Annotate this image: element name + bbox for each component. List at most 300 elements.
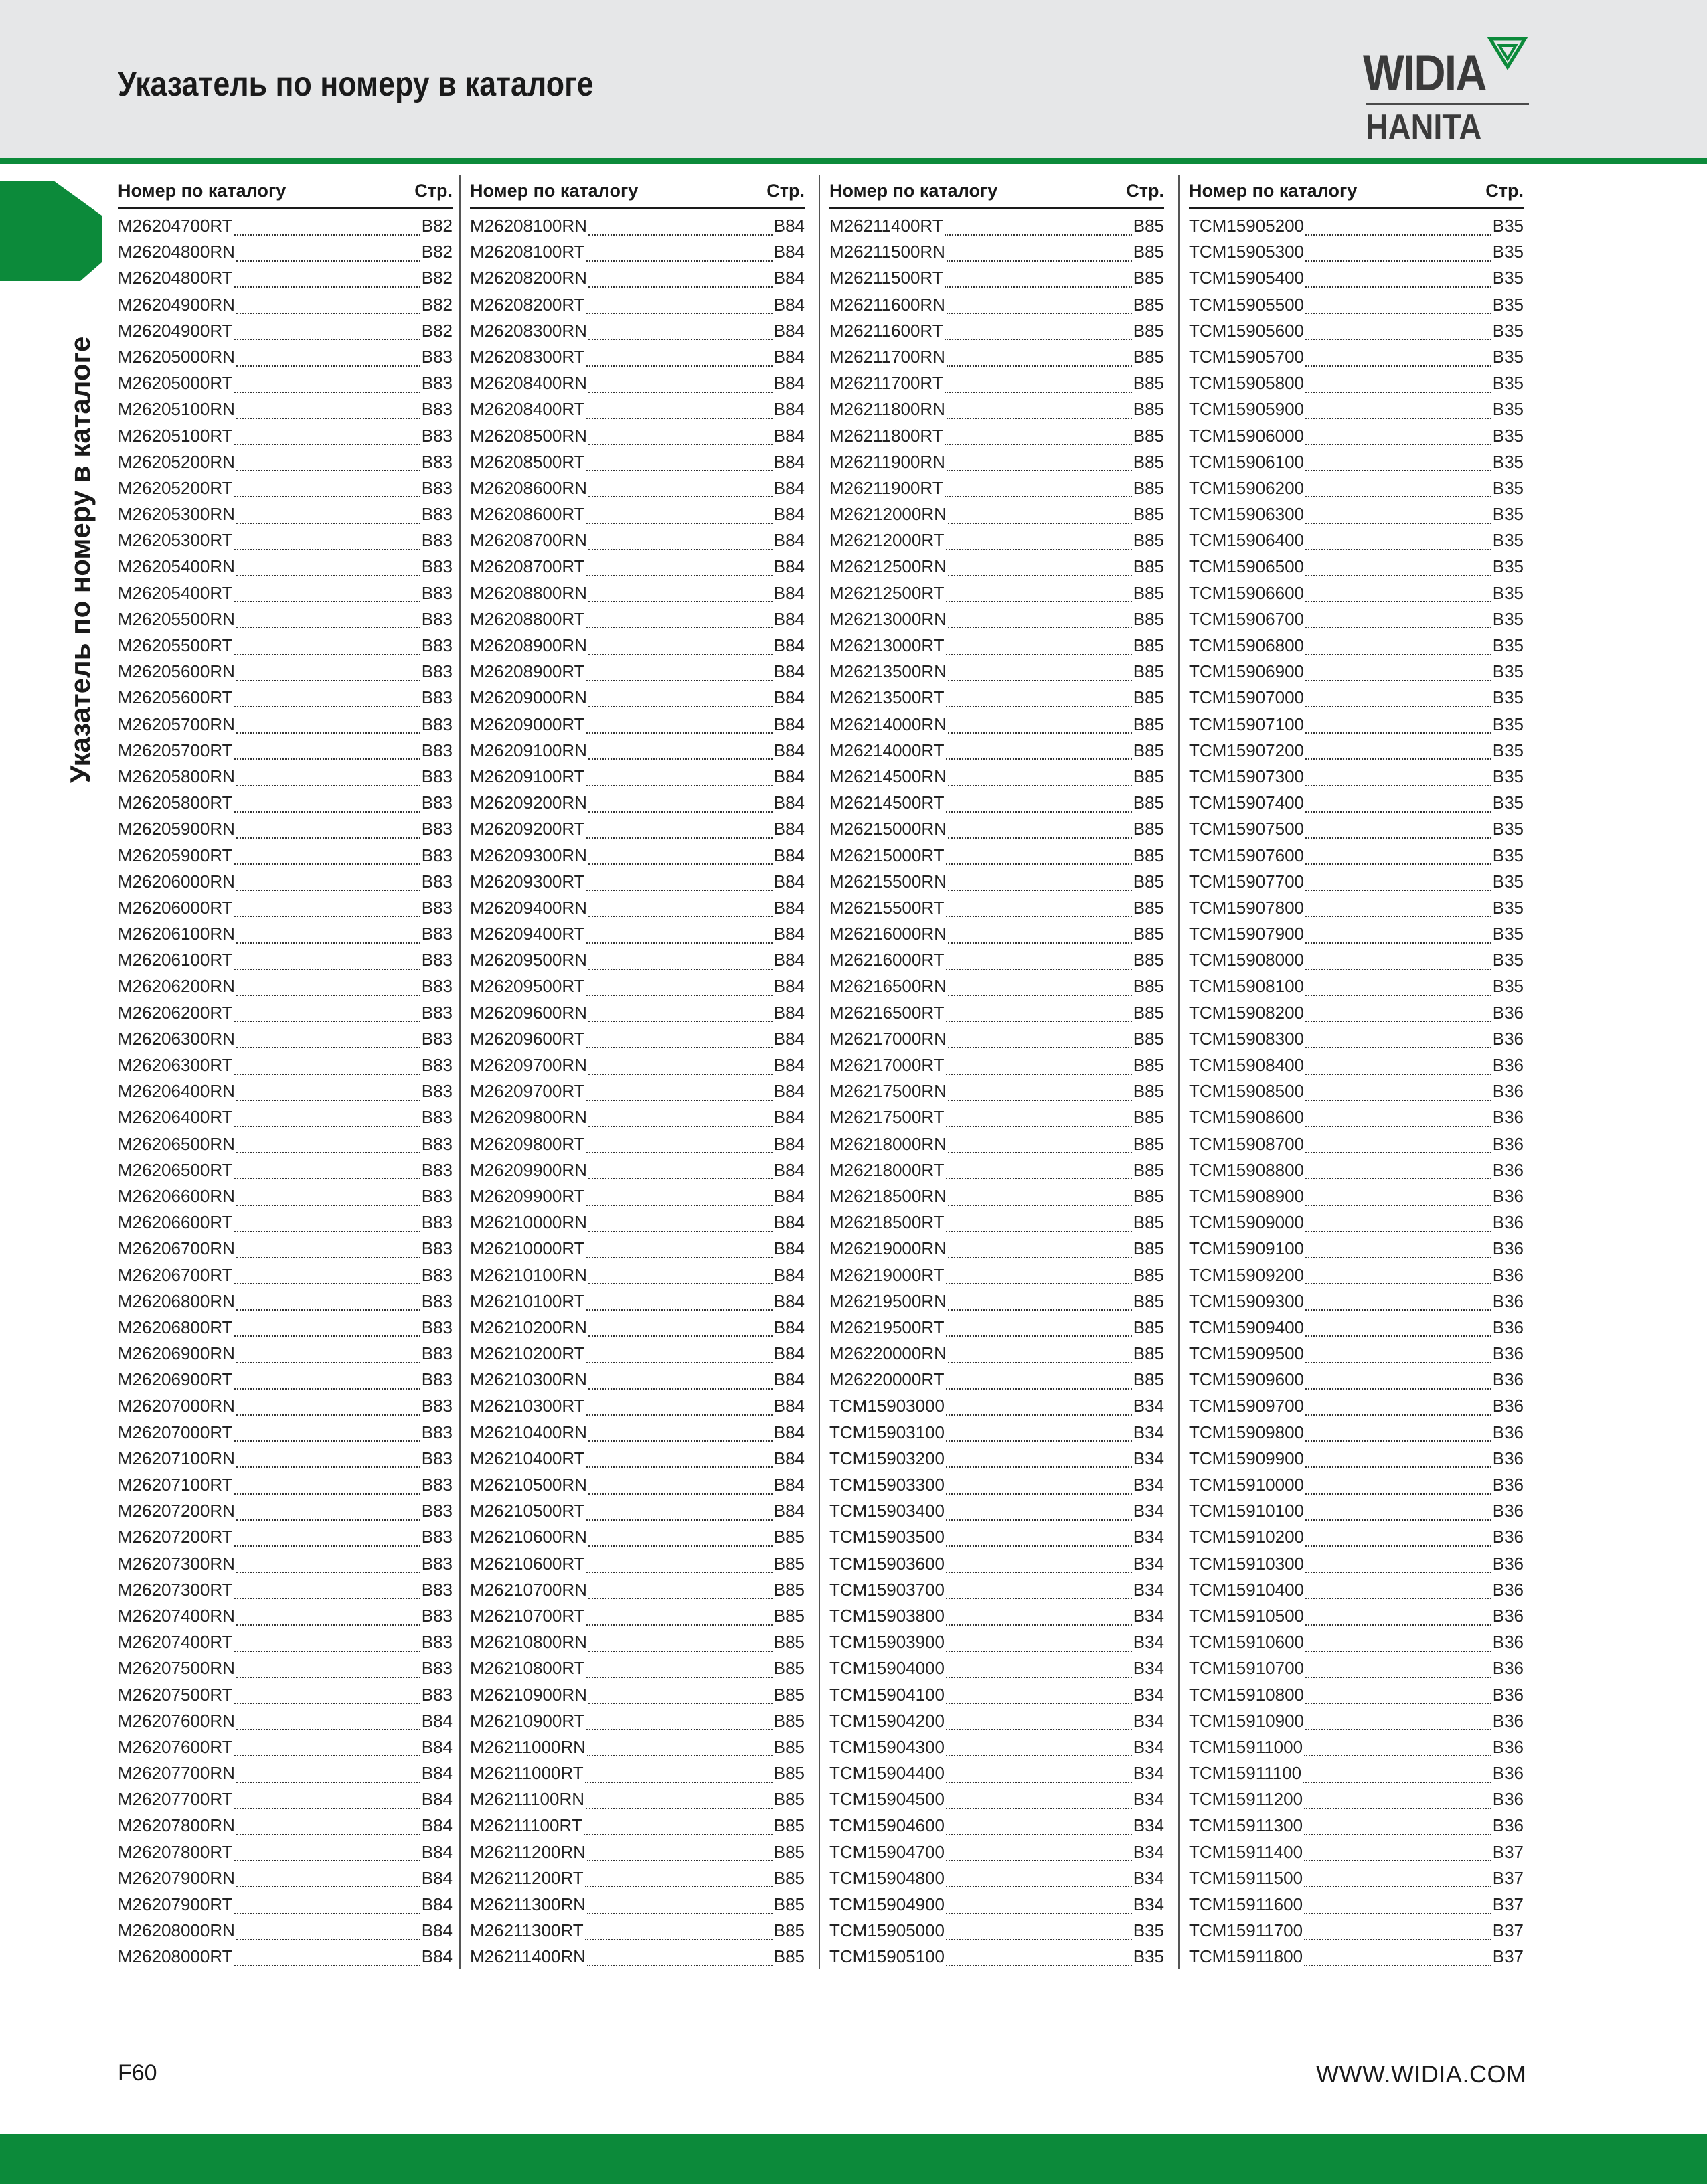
dot-leader: [946, 531, 1132, 550]
index-row: [829, 1786, 1164, 1813]
catalog-number: M26206000RT: [118, 897, 233, 918]
dot-leader: [588, 426, 773, 445]
index-row: [1189, 292, 1524, 318]
page-reference: B36: [1492, 1081, 1524, 1102]
page-reference: B85: [1133, 1133, 1164, 1154]
page-reference: B85: [773, 1579, 805, 1600]
page-reference: B85: [1133, 1107, 1164, 1128]
catalog-number: M26206400RT: [118, 1107, 233, 1128]
page-reference: B84: [773, 897, 805, 918]
dot-leader: [586, 1187, 773, 1206]
catalog-number: TCM15910300: [1189, 1553, 1304, 1574]
page-reference: B82: [421, 242, 453, 262]
index-row: [1189, 1420, 1524, 1446]
page-reference: B84: [773, 1159, 805, 1180]
catalog-number: TCM15903800: [829, 1605, 945, 1626]
index-row: [118, 344, 453, 370]
dot-leader: [1305, 558, 1491, 576]
page-reference: B85: [773, 1946, 805, 1967]
dot-leader: [236, 872, 420, 891]
page-reference: B83: [421, 1527, 453, 1547]
dot-leader: [948, 1292, 1132, 1311]
index-row: [118, 816, 453, 842]
page-reference: B83: [421, 897, 453, 918]
page-reference: B84: [773, 687, 805, 708]
catalog-number: M26205100RN: [118, 399, 235, 420]
index-row: [470, 501, 805, 527]
dot-leader: [946, 1161, 1132, 1179]
index-row: [470, 1131, 805, 1157]
catalog-number: M26211600RT: [829, 320, 943, 341]
dot-leader: [236, 715, 420, 734]
catalog-number: M26209700RT: [470, 1081, 585, 1102]
page-reference: B84: [773, 373, 805, 394]
page-reference: B83: [421, 1185, 453, 1206]
index-column: [1178, 175, 1524, 1969]
catalog-number: TCM15906300: [1189, 504, 1304, 525]
index-row: [829, 790, 1164, 816]
index-row: [118, 711, 453, 738]
page-reference: B84: [773, 792, 805, 813]
dot-leader: [586, 1554, 773, 1573]
index-row: [470, 1236, 805, 1262]
dot-leader: [1305, 663, 1491, 681]
catalog-number: M26220000RT: [829, 1369, 945, 1390]
page-reference: B84: [773, 1475, 805, 1495]
page-reference: B85: [773, 1736, 805, 1757]
index-row: [1189, 973, 1524, 999]
page-reference: B35: [1492, 399, 1524, 420]
catalog-number: M26210800RT: [470, 1658, 585, 1679]
index-row: [1189, 475, 1524, 501]
dot-leader: [1304, 1790, 1491, 1809]
dot-leader: [1303, 1764, 1491, 1783]
index-row: [118, 921, 453, 947]
dot-leader: [236, 1397, 420, 1416]
index-row: [1189, 1944, 1524, 1970]
page-reference: B83: [421, 1264, 453, 1285]
catalog-number: TCM15905300: [1189, 242, 1304, 262]
catalog-number: M26209000RN: [470, 687, 587, 708]
dot-leader: [234, 1896, 420, 1914]
dot-leader: [946, 1502, 1132, 1521]
index-column: [118, 175, 457, 1969]
index-row: [118, 869, 453, 895]
index-row: [1189, 1131, 1524, 1157]
dot-leader: [946, 584, 1132, 602]
index-row: [829, 711, 1164, 738]
dot-leader: [946, 1607, 1132, 1626]
dot-leader: [234, 1738, 420, 1756]
catalog-number: M26213500RN: [829, 661, 947, 682]
dot-leader: [948, 558, 1132, 576]
index-row: [1189, 1393, 1524, 1419]
index-row: [829, 1551, 1164, 1577]
catalog-number: M26205800RT: [118, 792, 233, 813]
catalog-number: TCM15906700: [1189, 608, 1304, 629]
index-row: [829, 1655, 1164, 1681]
index-row: [1189, 423, 1524, 449]
index-row: [470, 764, 805, 790]
dot-leader: [948, 1082, 1132, 1101]
catalog-number: M26211900RN: [829, 451, 945, 472]
header-green-stripe: [0, 158, 1707, 164]
page-reference: B35: [1133, 1920, 1164, 1941]
catalog-number: M26204800RN: [118, 242, 235, 262]
dot-leader: [1305, 1266, 1491, 1284]
index-row: [118, 1708, 453, 1734]
page-reference: B35: [1492, 451, 1524, 472]
index-row: [829, 344, 1164, 370]
index-row: [470, 1262, 805, 1288]
page-reference: B84: [421, 1710, 453, 1731]
catalog-number: M26209100RN: [470, 740, 587, 760]
index-row: [470, 738, 805, 764]
dot-leader: [236, 1187, 420, 1206]
page-reference: B36: [1492, 1448, 1524, 1468]
index-row: [118, 554, 453, 580]
page-reference: B84: [773, 1081, 805, 1102]
catalog-number: M26216500RN: [829, 976, 947, 997]
index-row: [118, 947, 453, 973]
dot-leader: [946, 1476, 1132, 1495]
page-reference: B84: [773, 1396, 805, 1416]
index-row: [1189, 816, 1524, 842]
index-row: [1189, 764, 1524, 790]
index-row: [470, 1813, 805, 1839]
dot-leader: [945, 217, 1132, 236]
page-reference: B36: [1492, 1369, 1524, 1390]
page-reference: B34: [1133, 1658, 1164, 1679]
catalog-number: TCM15908000: [1189, 950, 1304, 971]
catalog-number: M26204900RT: [118, 320, 233, 341]
index-row: [1189, 1183, 1524, 1209]
page-reference: B36: [1492, 1290, 1524, 1311]
page-reference: B85: [1133, 1159, 1164, 1180]
dot-leader: [586, 1449, 773, 1468]
dot-leader: [1305, 217, 1491, 236]
catalog-number: TCM15911000: [1189, 1736, 1303, 1757]
dot-leader: [234, 531, 420, 550]
page-reference: B35: [1492, 819, 1524, 839]
dot-leader: [948, 1029, 1132, 1048]
dot-leader: [947, 452, 1132, 471]
dot-leader: [588, 1476, 773, 1495]
page-reference: B83: [421, 1028, 453, 1049]
page-reference: B84: [421, 1867, 453, 1888]
dot-leader: [586, 663, 773, 681]
catalog-number: TCM15903700: [829, 1579, 945, 1600]
index-row: [1189, 554, 1524, 580]
index-row: [118, 790, 453, 816]
dot-leader: [1305, 348, 1491, 367]
catalog-number: TCM15909700: [1189, 1396, 1304, 1416]
catalog-number: M26209600RN: [470, 1002, 587, 1023]
dot-leader: [948, 505, 1132, 524]
index-row: [470, 1839, 805, 1865]
column-header-catalog-number: Номер по каталогу: [829, 181, 998, 201]
index-row: [1189, 1498, 1524, 1524]
index-row: [470, 1498, 805, 1524]
page-reference: B35: [1492, 687, 1524, 708]
page-reference: B84: [773, 1290, 805, 1311]
page-reference: B34: [1133, 1422, 1164, 1442]
catalog-number: M26210700RN: [470, 1579, 587, 1600]
page-reference: B36: [1492, 1579, 1524, 1600]
page-reference: B34: [1133, 1789, 1164, 1810]
catalog-number: TCM15908200: [1189, 1002, 1304, 1023]
dot-leader: [588, 1580, 773, 1599]
page-reference: B34: [1133, 1841, 1164, 1862]
catalog-number: TCM15906100: [1189, 451, 1304, 472]
catalog-number: M26208500RT: [470, 451, 585, 472]
page-reference: B83: [421, 1343, 453, 1364]
catalog-number: M26215000RT: [829, 845, 945, 865]
index-row: [470, 1944, 805, 1970]
catalog-number: M26206400RN: [118, 1081, 235, 1102]
page-reference: B84: [421, 1789, 453, 1810]
dot-leader: [946, 898, 1132, 917]
index-row: [1189, 1104, 1524, 1130]
catalog-number: M26205500RN: [118, 608, 235, 629]
dot-leader: [1304, 1738, 1491, 1756]
page-reference: B36: [1492, 1343, 1524, 1364]
catalog-number: M26206100RT: [118, 950, 233, 971]
page-reference: B85: [1133, 373, 1164, 394]
index-list: [829, 213, 1164, 1970]
index-row: [470, 370, 805, 396]
dot-leader: [1305, 1082, 1491, 1101]
page-reference: B85: [1133, 1264, 1164, 1285]
catalog-number: TCM15903000: [829, 1396, 945, 1416]
catalog-number: M26219500RN: [829, 1290, 947, 1311]
index-row: [118, 423, 453, 449]
catalog-number: M26206500RT: [118, 1159, 233, 1180]
page-reference: B83: [421, 819, 453, 839]
catalog-number: M26216500RT: [829, 1002, 945, 1023]
dot-leader: [946, 1711, 1132, 1730]
catalog-number: TCM15910800: [1189, 1684, 1304, 1705]
index-row: [1189, 1760, 1524, 1786]
page-reference: B34: [1133, 1605, 1164, 1626]
index-row: [829, 527, 1164, 554]
dot-leader: [1305, 768, 1491, 786]
page-reference: B85: [1133, 1238, 1164, 1259]
catalog-number: TCM15907500: [1189, 819, 1304, 839]
catalog-number: TCM15904000: [829, 1658, 945, 1679]
index-row: [829, 1262, 1164, 1288]
dot-leader: [236, 452, 420, 471]
index-row: [1189, 1341, 1524, 1367]
page-reference: B35: [1492, 713, 1524, 734]
catalog-number: M26217500RT: [829, 1107, 945, 1128]
dot-leader: [945, 321, 1132, 340]
index-row: [470, 1183, 805, 1209]
dot-leader: [585, 1869, 773, 1887]
page-reference: B85: [1133, 687, 1164, 708]
dot-leader: [234, 1948, 420, 1966]
dot-leader: [236, 1240, 420, 1258]
catalog-number: M26206200RT: [118, 1002, 233, 1023]
catalog-number: M26215000RN: [829, 819, 947, 839]
dot-leader: [588, 1528, 773, 1547]
dot-leader: [1305, 1292, 1491, 1311]
page-reference: B85: [1133, 1212, 1164, 1233]
index-row: [829, 1183, 1164, 1209]
index-row: [1189, 1446, 1524, 1472]
dot-leader: [588, 1633, 773, 1652]
page-reference: B36: [1492, 1133, 1524, 1154]
page-reference: B37: [1492, 1920, 1524, 1941]
dot-leader: [1305, 1003, 1491, 1022]
dot-leader: [1305, 1318, 1491, 1337]
catalog-number: M26206300RN: [118, 1028, 235, 1049]
dot-leader: [945, 426, 1132, 445]
dot-leader: [586, 1397, 773, 1416]
page-reference: B84: [773, 556, 805, 577]
page-reference: B85: [773, 1527, 805, 1547]
index-row: [470, 659, 805, 685]
index-row: [470, 843, 805, 869]
page-reference: B34: [1133, 1815, 1164, 1836]
dot-leader: [234, 1580, 420, 1599]
catalog-number: M26207000RT: [118, 1422, 233, 1442]
index-row: [829, 449, 1164, 475]
index-row: [118, 239, 453, 265]
page-reference: B83: [421, 1317, 453, 1337]
column-header-page: Стр.: [1126, 181, 1164, 201]
catalog-number: TCM15910100: [1189, 1501, 1304, 1521]
dot-leader: [946, 689, 1132, 707]
index-row: [118, 213, 453, 239]
catalog-number: TCM15907000: [1189, 687, 1304, 708]
catalog-number: TCM15907300: [1189, 766, 1304, 786]
index-row: [1189, 1052, 1524, 1078]
dot-leader: [586, 348, 773, 367]
catalog-number: M26210900RN: [470, 1684, 587, 1705]
dot-leader: [946, 1764, 1132, 1783]
catalog-number: TCM15904700: [829, 1841, 945, 1862]
page-reference: B85: [1133, 294, 1164, 315]
index-row: [470, 396, 805, 422]
index-row: [829, 816, 1164, 842]
dot-leader: [946, 1922, 1132, 1940]
dot-leader: [234, 584, 420, 602]
catalog-number: M26209500RN: [470, 950, 587, 971]
page-reference: B84: [773, 1238, 805, 1259]
page-reference: B83: [421, 871, 453, 892]
catalog-number: M26208300RN: [470, 320, 587, 341]
index-row: [118, 1183, 453, 1209]
index-row: [829, 1813, 1164, 1839]
page-reference: B84: [773, 268, 805, 288]
catalog-number: M26207000RN: [118, 1396, 235, 1416]
catalog-number: TCM15911100: [1189, 1763, 1302, 1784]
catalog-number: M26209800RN: [470, 1107, 587, 1128]
index-row: [470, 580, 805, 606]
index-row: [118, 1262, 453, 1288]
catalog-number: TCM15909900: [1189, 1448, 1304, 1468]
website-link[interactable]: WWW.WIDIA.COM: [1316, 2060, 1527, 2088]
dot-leader: [1305, 1476, 1491, 1495]
index-row: [1189, 685, 1524, 711]
dot-leader: [1305, 637, 1491, 655]
index-row: [470, 423, 805, 449]
catalog-number: M26208300RT: [470, 346, 585, 367]
index-row: [1189, 501, 1524, 527]
page-reference: B35: [1492, 792, 1524, 813]
page-reference: B84: [773, 399, 805, 420]
dot-leader: [587, 1738, 773, 1756]
page-reference: B84: [773, 1107, 805, 1128]
dot-leader: [588, 1161, 773, 1179]
page-reference: B83: [421, 976, 453, 997]
page-reference: B36: [1492, 1055, 1524, 1075]
page-reference: B84: [773, 346, 805, 367]
index-row: [829, 1865, 1164, 1892]
index-row: [1189, 239, 1524, 265]
catalog-number: M26211300RT: [470, 1920, 584, 1941]
index-row: [470, 475, 805, 501]
page-reference: B84: [421, 1920, 453, 1941]
catalog-number: M26214500RN: [829, 766, 947, 786]
dot-leader: [1305, 1056, 1491, 1075]
page-reference: B84: [773, 1002, 805, 1023]
page-reference: B85: [773, 1632, 805, 1653]
catalog-number: M26210500RT: [470, 1501, 585, 1521]
catalog-number: TCM15909500: [1189, 1343, 1304, 1364]
catalog-number: TCM15907900: [1189, 924, 1304, 944]
dot-leader: [586, 1659, 773, 1678]
catalog-number: M26206500RN: [118, 1133, 235, 1154]
dot-leader: [946, 1423, 1132, 1442]
catalog-number: M26207900RN: [118, 1867, 235, 1888]
page-reference: B83: [421, 1159, 453, 1180]
index-row: [118, 1393, 453, 1419]
catalog-number: TCM15904300: [829, 1736, 945, 1757]
catalog-number: M26205500RT: [118, 635, 233, 655]
index-row: [829, 318, 1164, 344]
dot-leader: [948, 610, 1132, 628]
catalog-number: M26208700RT: [470, 556, 585, 577]
catalog-number: TCM15907200: [1189, 740, 1304, 760]
dot-leader: [236, 1135, 420, 1153]
dot-leader: [1305, 479, 1491, 497]
index-row: [118, 1078, 453, 1104]
page-reference: B84: [773, 950, 805, 971]
page-reference: B34: [1133, 1448, 1164, 1468]
index-row: [118, 396, 453, 422]
catalog-number: TCM15904900: [829, 1894, 945, 1914]
catalog-number: TCM15911800: [1189, 1946, 1303, 1967]
catalog-number: M26207600RN: [118, 1710, 235, 1731]
index-row: [118, 633, 453, 659]
catalog-number: TCM15903900: [829, 1632, 945, 1653]
dot-leader: [234, 1476, 420, 1495]
index-row: [118, 843, 453, 869]
page-reference: B36: [1492, 1815, 1524, 1836]
dot-leader: [945, 374, 1132, 393]
page-reference: B35: [1492, 477, 1524, 498]
dot-leader: [586, 1240, 773, 1258]
index-row: [470, 1393, 805, 1419]
page-reference: B85: [773, 1867, 805, 1888]
catalog-number: M26209400RN: [470, 897, 587, 918]
catalog-number: M26205200RT: [118, 477, 233, 498]
index-row: [1189, 1734, 1524, 1760]
page-reference: B83: [421, 845, 453, 865]
index-row: [829, 475, 1164, 501]
